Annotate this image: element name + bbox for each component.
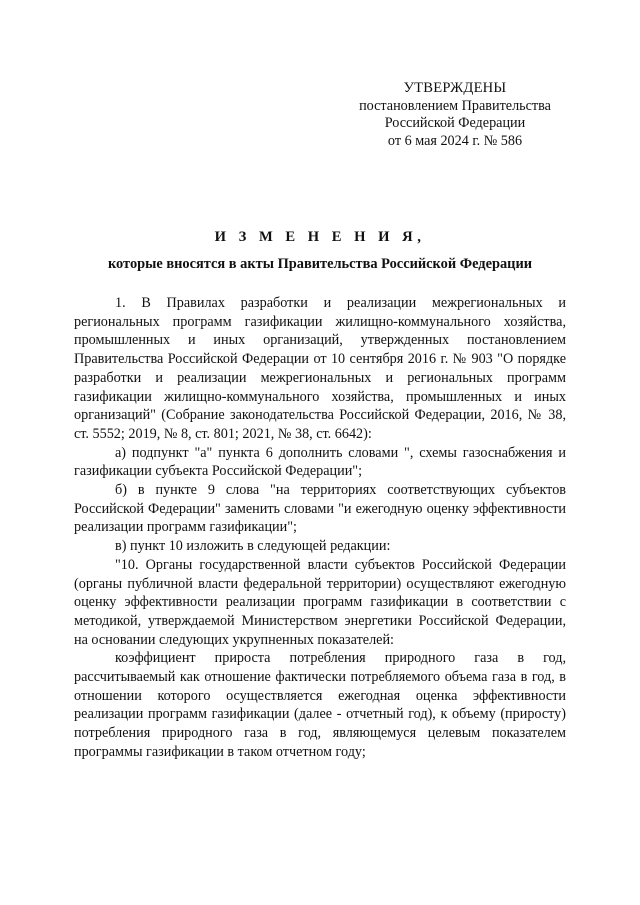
approval-line: Российской Федерации bbox=[384, 115, 526, 131]
approval-line: постановлением Правительства bbox=[359, 97, 551, 114]
paragraph-a: а) подпункт "а" пункта 6 дополнить словами ", схемы газоснабжения и газификации субъекта Российской Федерации"; bbox=[74, 444, 566, 480]
document-body bbox=[74, 294, 566, 762]
document-title: И З М Е Н Е Н И Я, bbox=[214, 229, 426, 245]
document-subtitle: которые вносятся в акты Правительства Российской Федерации bbox=[107, 256, 533, 272]
approval-date: от 6 мая 2024 г. № 586 bbox=[387, 132, 523, 149]
approval-stamp bbox=[350, 80, 560, 150]
paragraph-coefficient: коэффициент прироста потребления природного газа в год, рассчитываемый как отношение фактически потребляемого объема газа в год, в отношении которого осуществляется ежегодная оценка эффективности реализации программ газификации (далее - отчетный год), к объему (приросту) потребления природного газа в год, являющемуся целевым показателем программы газификации в таком отчетном году; bbox=[74, 650, 566, 760]
document-heading bbox=[0, 229, 640, 273]
approval-title: УТВЕРЖДЕНЫ bbox=[403, 80, 507, 96]
paragraph-10: "10. Органы государственной власти субъектов Российской Федерации (органы публичной власти федеральной территории) осуществляют ежегодную оценку эффективности реализации программ газификации в соответствии с методикой, утверждаемой Министерством энергетики Российской Федерации, на основании следующих укрупненных показателей: bbox=[74, 556, 566, 648]
paragraph-1: 1. В Правилах разработки и реализации межрегиональных и региональных программ газификации жилищно-коммунального хозяйства, промышленных и иных организаций, утвержденных постановлением Правительства Российской Федерации от 10 сентября 2016 г. № 903 "О порядке разработки и реализации межрегиональных и региональных программ газификации жилищно-коммунального хозяйства, промышленных и иных организаций" (Собрание законодательства Российской Федерации, 2016, № 38, ст. 5552; 2019, № 8, ст. 801; 2021, № 38, ст. 6642): bbox=[74, 295, 566, 442]
paragraph-v: в) пункт 10 изложить в следующей редакции: bbox=[115, 538, 391, 555]
paragraph-b: б) в пункте 9 слова "на территориях соответствующих субъектов Российской Федерации" заменить словами "и ежегодную оценку эффективности реализации программ газификации"; bbox=[74, 482, 566, 536]
